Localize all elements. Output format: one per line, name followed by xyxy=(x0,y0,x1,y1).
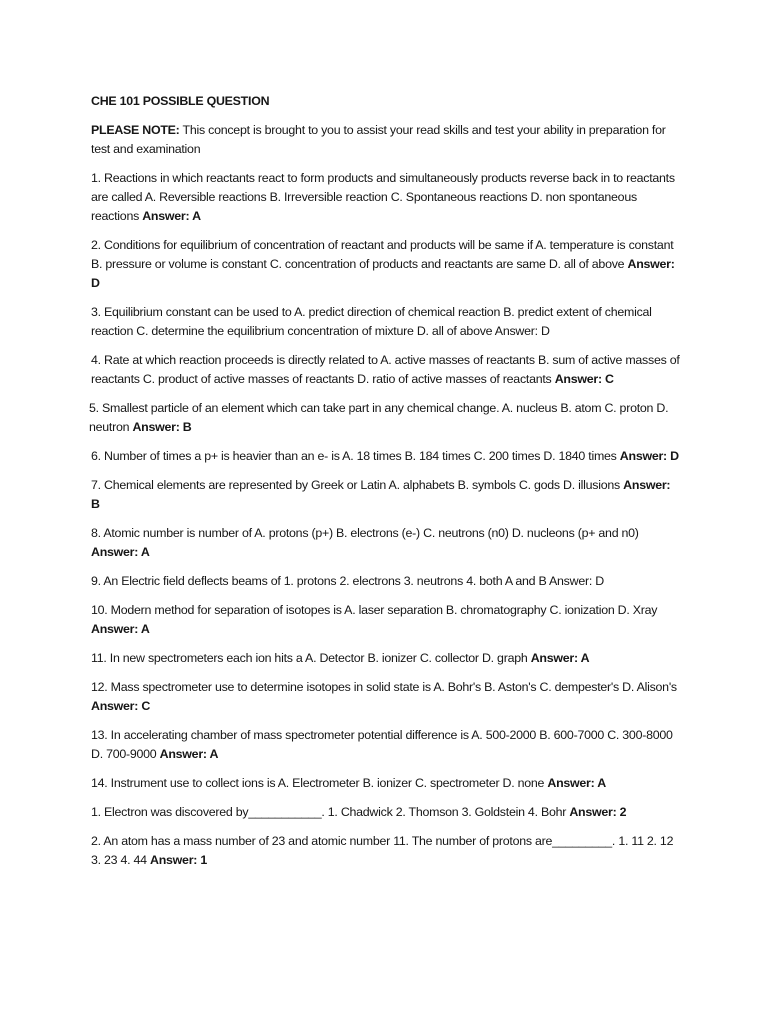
question-text: 11. In new spectrometers each ion hits a A. Detector B. ionizer C. collector D. graph xyxy=(91,651,531,665)
note-label: PLEASE NOTE: xyxy=(91,123,180,137)
question-text: 5. Smallest particle of an element which can take part in any chemical change. A. nucleus B. atom C. proton D. neutron xyxy=(89,401,669,434)
answer-label: Answer: A xyxy=(530,651,590,665)
question-text: 4. Rate at which reaction proceeds is directly related to A. active masses of reactants B. sum of active masses of reactants C. product of active masses of reactants D. ratio of active masses of reactants xyxy=(91,353,680,386)
question-6 xyxy=(91,447,681,466)
answer-label: Answer: A xyxy=(547,776,606,790)
question-text: 13. In accelerating chamber of mass spectrometer potential difference is A. 500-2000 B. 600-7000 C. 300-8000 D. 700-9000 xyxy=(91,728,673,761)
answer-label: Answer: D xyxy=(91,257,675,290)
question-9 xyxy=(91,572,681,591)
answer-label: Answer: 1 xyxy=(150,853,207,867)
answer-label: Answer: C xyxy=(91,699,151,713)
answer-label: Answer: B xyxy=(132,420,192,434)
question-1 xyxy=(91,169,681,226)
question-text: 1. Electron was discovered by___________. 1. Chadwick 2. Thomson 3. Goldstein 4. Bohr xyxy=(91,805,570,819)
answer-label: Answer: 2 xyxy=(569,805,627,819)
question-text: 9. An Electric field deflects beams of 1. protons 2. electrons 3. neutrons 4. both A and B xyxy=(91,574,550,588)
question-8 xyxy=(91,524,681,562)
question-10 xyxy=(91,601,681,639)
question-12 xyxy=(91,678,681,716)
note-paragraph xyxy=(91,121,681,159)
document-title: CHE 101 POSSIBLE QUESTION xyxy=(91,94,270,108)
question-3 xyxy=(91,303,681,341)
answer-label: Answer: B xyxy=(91,478,671,511)
question-2 xyxy=(91,236,681,293)
question-7 xyxy=(91,476,681,514)
answer-label: Answer: D xyxy=(619,449,679,463)
question-text: 8. Atomic number is number of A. protons (p+) B. electrons (e-) C. neutrons (n0) D. nucleons (p+ and n0) xyxy=(91,526,639,540)
question-16 xyxy=(91,832,681,870)
document-page xyxy=(91,92,681,880)
question-text: 1. Reactions in which reactants react to form products and simultaneously products reverse back in to reactants are called A. Reversible reactions B. Irreversible reaction C. Spontaneous reactions D. non spontaneous reactions xyxy=(91,171,675,223)
question-text: 14. Instrument use to collect ions is A. Electrometer B. ionizer C. spectrometer D. none xyxy=(91,776,548,790)
question-text: 12. Mass spectrometer use to determine isotopes in solid state is A. Bohr's B. Aston's C. dempester's D. Alison's xyxy=(91,680,677,694)
question-text: 10. Modern method for separation of isotopes is A. laser separation B. chromatography C. ionization D. Xray xyxy=(91,603,658,617)
question-14 xyxy=(91,774,681,793)
question-text: 7. Chemical elements are represented by Greek or Latin A. alphabets B. symbols C. gods D. illusions xyxy=(91,478,624,492)
question-text: 3. Equilibrium constant can be used to A. predict direction of chemical reaction B. predict extent of chemical reaction C. determine the equilibrium concentration of mixture D. all of above Answer: D xyxy=(91,305,652,338)
question-15 xyxy=(91,803,681,822)
question-13 xyxy=(91,726,681,764)
answer-label: Answer: A xyxy=(159,747,219,761)
answer-label: Answer: A xyxy=(91,545,150,559)
answer-label: Answer: C xyxy=(554,372,614,386)
answer-label: Answer: D xyxy=(549,574,604,588)
answer-label: Answer: A xyxy=(91,622,150,636)
question-text: 2. Conditions for equilibrium of concentration of reactant and products will be same if A. temperature is constant B. pressure or volume is constant C. concentration of products and reactants are same D. all of above xyxy=(91,238,674,271)
question-text: 2. An atom has a mass number of 23 and atomic number 11. The number of protons are_________. 1. 11 2. 12 3. 23 4. 44 xyxy=(91,834,674,867)
question-4 xyxy=(91,351,681,389)
question-5 xyxy=(89,399,681,437)
note-text: This concept is brought to you to assist your read skills and test your ability in preparation for test and examination xyxy=(91,123,666,156)
answer-label: Answer: A xyxy=(142,209,201,223)
question-11 xyxy=(91,649,681,668)
question-text: 6. Number of times a p+ is heavier than an e- is A. 18 times B. 184 times C. 200 times D. 1840 times xyxy=(91,449,620,463)
